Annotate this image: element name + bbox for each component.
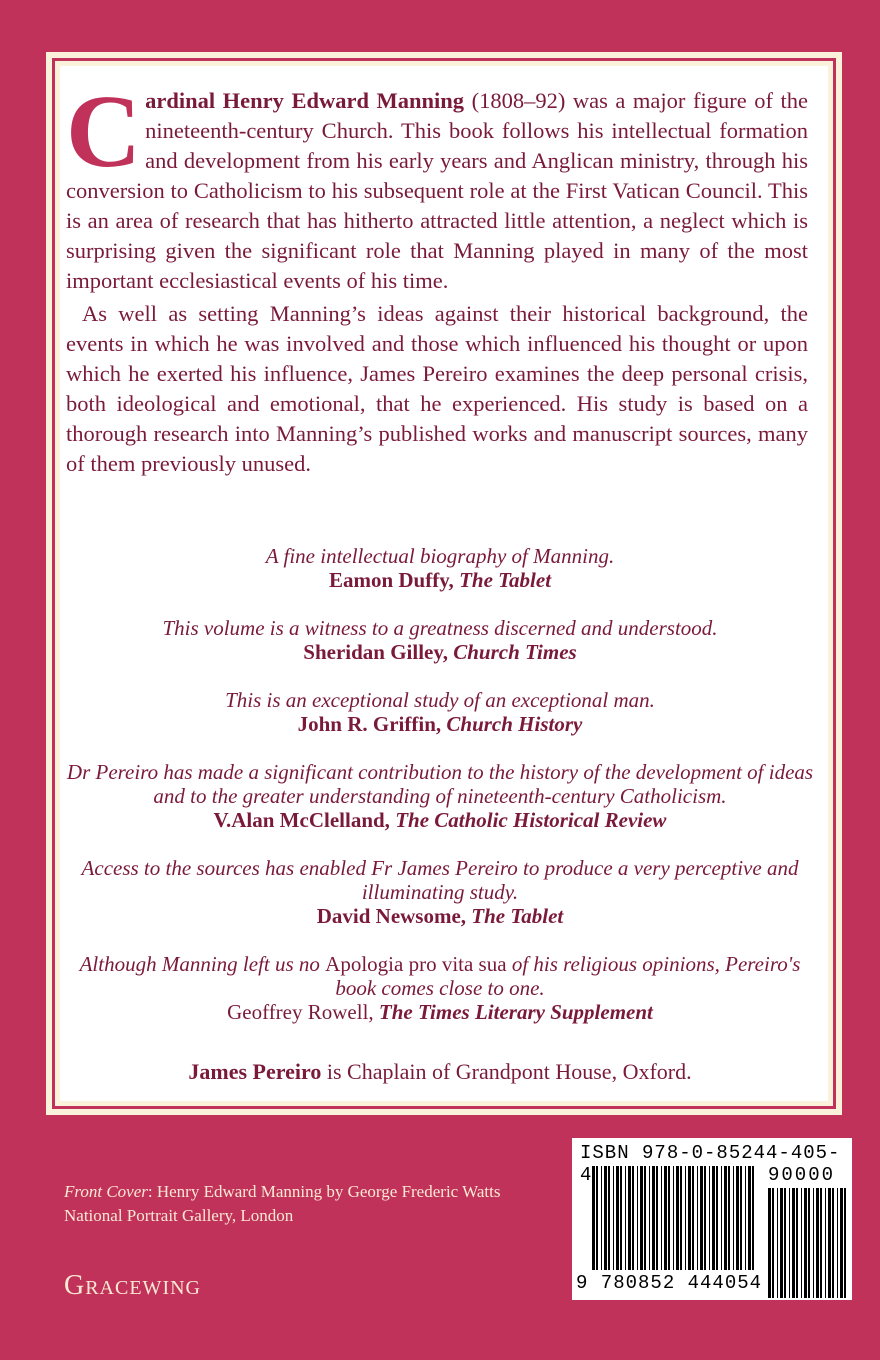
subject-name: ardinal Henry Edward Manning — [145, 88, 465, 113]
quote-publication: The Tablet — [459, 568, 552, 592]
isbn-text: ISBN 978-0-85244-405-4 — [580, 1142, 841, 1186]
cover-credit — [64, 1180, 500, 1228]
quote-text: This volume is a witness to a greatness discerned and understood. — [162, 616, 718, 640]
quote-publication: The Catholic Historical Review — [395, 808, 667, 832]
review-quote — [66, 688, 814, 736]
blurb — [66, 74, 808, 479]
author-name: James Pereiro — [188, 1059, 322, 1084]
ean-digits: 9 780852 444054 — [576, 1272, 763, 1294]
blurb-paragraph-1 — [66, 74, 808, 296]
quote-publication: The Tablet — [471, 904, 564, 928]
blurb-paragraph-2: As well as setting Manning’s ideas against their historical background, the events in which he was involved and those which influenced his thought or upon which he exerted his influence, James Pereiro examines the deep personal crisis, both ideological and emotional, that he experienced. His study is based on a thorough research into Manning’s published works and manuscript sources, many of them previously unused. — [66, 301, 808, 476]
quote-author: Eamon Duffy, — [328, 568, 454, 592]
quote-author: Geoffrey Rowell, — [227, 1000, 374, 1024]
review-quotes — [66, 544, 814, 1048]
drop-cap: C — [66, 74, 142, 189]
quote-work-title: Apologia pro vita sua — [325, 952, 507, 976]
publisher-logo: Gracewing — [64, 1270, 201, 1301]
quote-text: This is an exceptional study of an exceptional man. — [225, 688, 655, 712]
quote-text — [66, 952, 814, 1000]
blurb-paragraph-1-text: (1808–92) was a major figure of the nineteenth-century Church. This book follows his intellectual formation and development from his early years and Anglican ministry, through his conversion to Catholicism to his subsequent role at the First Vatican Council. This is an area of research that has hitherto attracted little attention, a neglect which is surprising given the significant role that Manning played in many of the most important ecclesiastical events of his time. — [66, 88, 808, 293]
quote-author: V.Alan McClelland, — [213, 808, 390, 832]
isbn-barcode — [572, 1138, 852, 1300]
author-note-text: is Chaplain of Grandpont House, Oxford. — [321, 1059, 692, 1084]
cover-credit-line1: : Henry Edward Manning by George Frederic Watts — [147, 1182, 501, 1201]
quote-author: Sheridan Gilley, — [303, 640, 448, 664]
author-note — [66, 1058, 814, 1086]
quote-author: David Newsome, — [316, 904, 467, 928]
quote-text-part: of his religious opinions, Pereiro's book comes close to one. — [335, 952, 801, 1000]
quote-text: Dr Pereiro has made a significant contribution to the history of the development of ideas and to the greater understanding of nineteenth-century Catholicism. — [66, 760, 814, 808]
review-quote — [66, 856, 814, 928]
price-addon-digits: 90000 — [768, 1164, 836, 1186]
quote-publication: Church Times — [453, 640, 577, 664]
cover-credit-line2: National Portrait Gallery, London — [64, 1206, 294, 1225]
cover-credit-label: Front Cover — [64, 1182, 148, 1201]
quote-author: John R. Griffin, — [297, 712, 442, 736]
quote-publication: Church History — [446, 712, 583, 736]
quote-text: A fine intellectual biography of Manning. — [265, 544, 615, 568]
quote-publication: The Times Literary Supplement — [378, 1000, 653, 1024]
review-quote — [66, 952, 814, 1024]
review-quote — [66, 616, 814, 664]
quote-text-part: Although Manning left us no — [79, 952, 326, 976]
review-quote — [66, 760, 814, 832]
review-quote — [66, 544, 814, 592]
quote-text: Access to the sources has enabled Fr James Pereiro to produce a very perceptive and illuminating study. — [81, 856, 799, 904]
